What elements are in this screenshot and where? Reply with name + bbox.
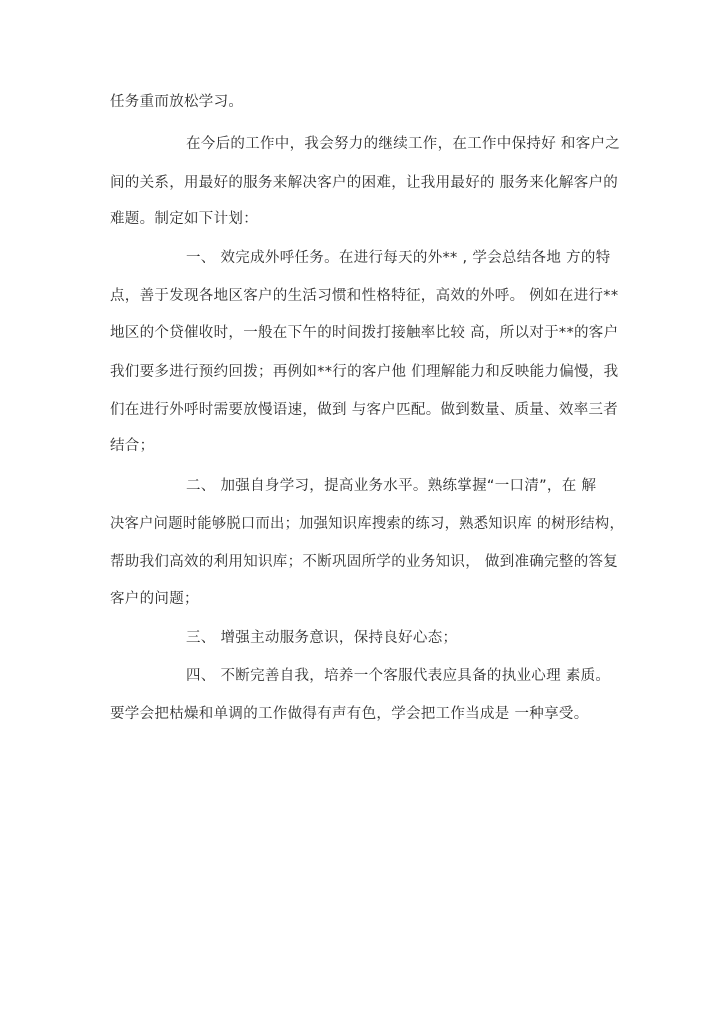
text-line: 二、 加强自身学习，提高业务水平。熟练掌握“一口清”，在 解 bbox=[186, 478, 597, 494]
text-line: 三、 增强主动服务意识，保持良好心态； bbox=[186, 630, 458, 646]
text-line: 客户的问题； bbox=[110, 591, 199, 607]
text-line: 间的关系，用最好的服务来解决客户的困难，让我用最好的 服务来化解客户的 bbox=[110, 175, 619, 191]
text-line: 地区的个贷催收时，一般在下午的时间拨打接触率比较 高，所以对于**的客户 bbox=[110, 325, 619, 341]
text-line: 在今后的工作中，我会努力的继续工作，在工作中保持好 和客户之 bbox=[186, 136, 621, 152]
text-line: 帮助我们高效的利用知识库；不断巩固所学的业务知识， 做到准确完整的答复 bbox=[110, 554, 619, 570]
text-line: 任务重而放松学习。 bbox=[110, 94, 244, 110]
text-line: 要学会把枯燥和单调的工作做得有声有色，学会把工作当成是 一种享受。 bbox=[110, 706, 589, 722]
text-line: 结合； bbox=[110, 438, 155, 454]
text-line: 决客户问题时能够脱口而出；加强知识库搜索的练习，熟悉知识库 的树形结构， bbox=[110, 516, 625, 532]
text-line: 点，善于发现各地区客户的生活习惯和性格特征，高效的外呼。 例如在进行** bbox=[110, 288, 619, 304]
text-line: 们在进行外呼时需要放慢语速，做到 与客户匹配。做到数量、质量、效率三者 bbox=[110, 402, 619, 418]
text-line: 四、 不断完善自我，培养一个客服代表应具备的执业心理 素质。 bbox=[186, 668, 611, 684]
text-line: 我们要多进行预约回拨；再例如**行的客户他 们理解能力和反映能力偏慢，我 bbox=[110, 364, 619, 380]
text-line: 难题。制定如下计划： bbox=[110, 211, 258, 227]
text-line: 一、 效完成外呼任务。在进行每天的外** , 学会总结各地 方的特 bbox=[186, 250, 611, 266]
